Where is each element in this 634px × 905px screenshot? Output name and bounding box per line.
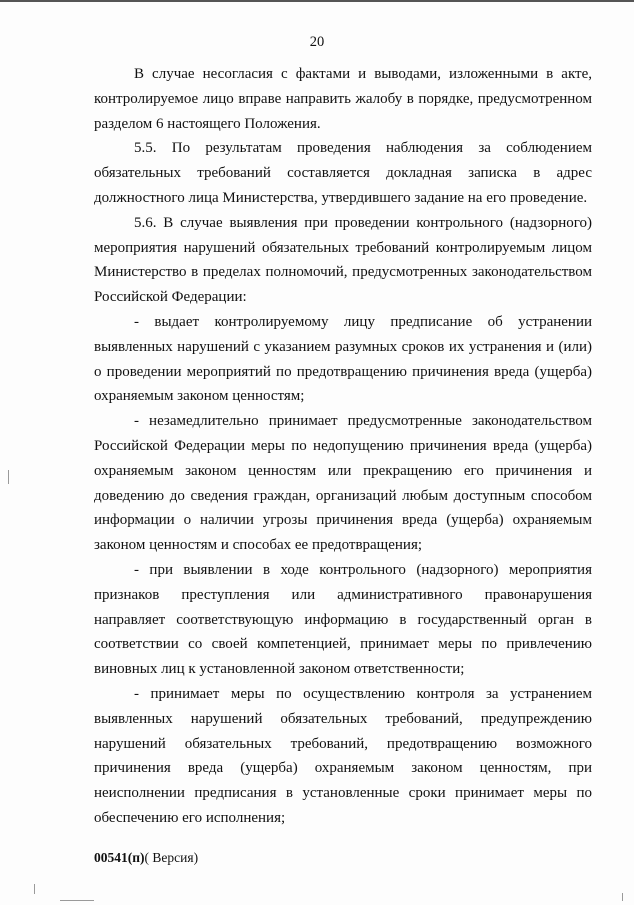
paragraph-5-6: 5.6. В случае выявления при проведении контрольного (надзорного) мероприятия нарушений обязательных требований контролируемым лицом Министерство в пределах полномочий, предусмотренных законодательством Российской Федерации: xyxy=(94,214,592,306)
list-item-control-measures: - принимает меры по осуществлению контроля за устранением выявленных нарушений обязательных требований, предупреждению нарушений обязательных требований, предотвращению возможного причинения вреда (ущерба) охраняемым законом ценностям, при неисполнении предписания в установленные сроки принимает меры по обеспечению его исполнения; xyxy=(94,685,592,826)
paragraph-5-5: 5.5. По результатам проведения наблюдения за соблюдением обязательных требований составляется докладная записка в адрес должностного лица Министерства, утвердившего задание на его проведение. xyxy=(94,140,592,206)
paragraph-objection: В случае несогласия с фактами и выводами, изложенными в акте, контролируемое лицо вправе направить жалобу в порядке, предусмотренном разделом 6 настоящего Положения. xyxy=(94,66,592,132)
scan-artifact-bottom xyxy=(60,900,94,901)
scan-artifact-left xyxy=(8,470,9,484)
document-footer xyxy=(94,850,198,866)
document-code: 00541(п) xyxy=(94,850,145,865)
list-item-urgent-measures: - незамедлительно принимает предусмотренные законодательством Российской Федерации меры по недопущению причинения вреда (ущерба) охраняемым законом ценностям или прекращению его причинения и доведению до сведения граждан, организаций любым доступным способом информации о наличии угрозы причинения вреда (ущерба) охраняемым законом ценностям и способах ее предотвращения; xyxy=(94,413,592,554)
page-number: 20 xyxy=(309,34,325,50)
scan-artifact-bottom-left xyxy=(34,884,35,894)
scan-artifact-right xyxy=(622,893,623,901)
document-version: ( Версия) xyxy=(144,850,199,865)
scan-top-edge xyxy=(0,0,634,2)
list-item-crime-signs: - при выявлении в ходе контрольного (надзорного) мероприятия признаков преступления или административного правонарушения направляет соответствующую информацию в государственный орган в соответствии со своей компетенцией, принимает меры по привлечению виновных лиц к установленной законом ответственности; xyxy=(94,561,592,678)
document-body xyxy=(94,62,592,831)
list-item-order: - выдает контролируемому лицу предписание об устранении выявленных нарушений с указанием разумных сроков их устранения и (или) о проведении мероприятий по предотвращению причинения вреда (ущерба) охраняемым законом ценностям; xyxy=(94,313,592,405)
